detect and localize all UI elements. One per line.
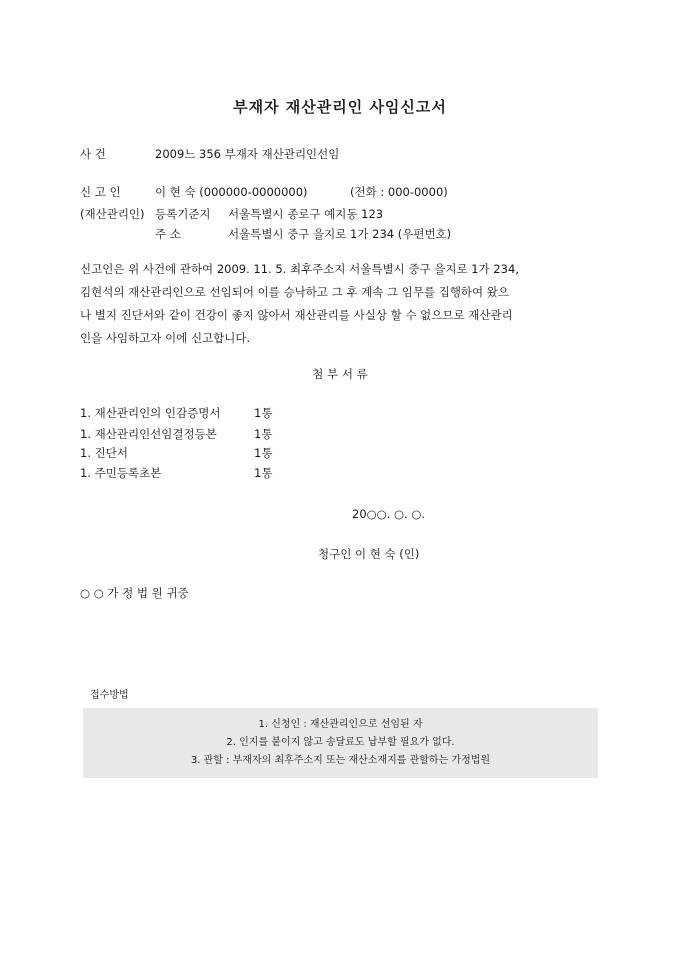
document-title: 부재자 재산관리인 사임신고서 (233, 98, 447, 116)
body-line: 신고인은 위 사건에 관하여 2009. 11. 5. 최후주소지 서울특별시 중구 을지로 1가 234, (80, 262, 519, 276)
attachment-item (80, 405, 273, 421)
attachment-name: 1. 주민등록초본 (80, 466, 162, 480)
body-paragraph (80, 258, 600, 350)
reporter-name: 이 현 숙 (000000-0000000) (155, 185, 308, 199)
attachment-name: 1. 진단서 (80, 446, 128, 460)
court-addressee: ○ ○ 가 정 법 원 귀중 (80, 586, 189, 600)
body-line: 나 별지 진단서와 같이 건강이 좋지 않아서 재산관리를 사실상 할 수 없으므로 재산관리 (80, 308, 513, 322)
registration-label: 등록기준지 (155, 207, 211, 221)
case-value: 2009느 356 부재자 재산관리인선임 (155, 147, 340, 161)
attachment-qty: 1통 (254, 446, 273, 460)
receipt-heading: 접수방법 (90, 690, 129, 701)
receipt-item: 2. 인지를 붙이지 않고 송달료도 납부할 필요가 없다. (226, 737, 455, 748)
attachment-name: 1. 재산관리인의 인감증명서 (80, 406, 221, 420)
signature-line: 청구인 이 현 숙 (인) (318, 547, 420, 561)
reporter-label: 신 고 인 (80, 185, 121, 199)
body-line: 김현석의 재산관리인으로 선임되어 이를 승낙하고 그 후 계속 그 임무를 집행하여 왔으 (80, 285, 510, 299)
receipt-item: 3. 관할 : 부재자의 최후주소지 또는 재산소재지를 관할하는 가정법원 (190, 755, 491, 766)
registration-value: 서울특별시 종로구 예지동 123 (228, 207, 384, 221)
attachment-qty: 1통 (254, 406, 273, 420)
address-value: 서울특별시 중구 을지로 1가 234 (우편번호) (228, 227, 452, 241)
receipt-item: 1. 신청인 : 재산관리인으로 선임된 자 (258, 719, 423, 730)
receipt-box (83, 708, 598, 778)
attachments-heading: 첨 부 서 류 (312, 367, 368, 381)
address-label: 주 소 (155, 227, 181, 241)
reporter-role: (재산관리인) (80, 207, 145, 221)
attachment-item (80, 426, 273, 442)
document-date: 20○○. ○. ○. (352, 507, 426, 521)
attachment-item (80, 445, 273, 461)
body-line: 인을 사임하고자 이에 신고합니다. (80, 331, 251, 345)
attachment-item (80, 465, 273, 481)
attachment-name: 1. 재산관리인선임결정등본 (80, 427, 217, 441)
reporter-phone: (전화 : 000-0000) (350, 185, 448, 199)
attachment-qty: 1통 (254, 466, 273, 480)
case-label: 사 건 (80, 147, 106, 161)
attachment-qty: 1통 (254, 427, 273, 441)
